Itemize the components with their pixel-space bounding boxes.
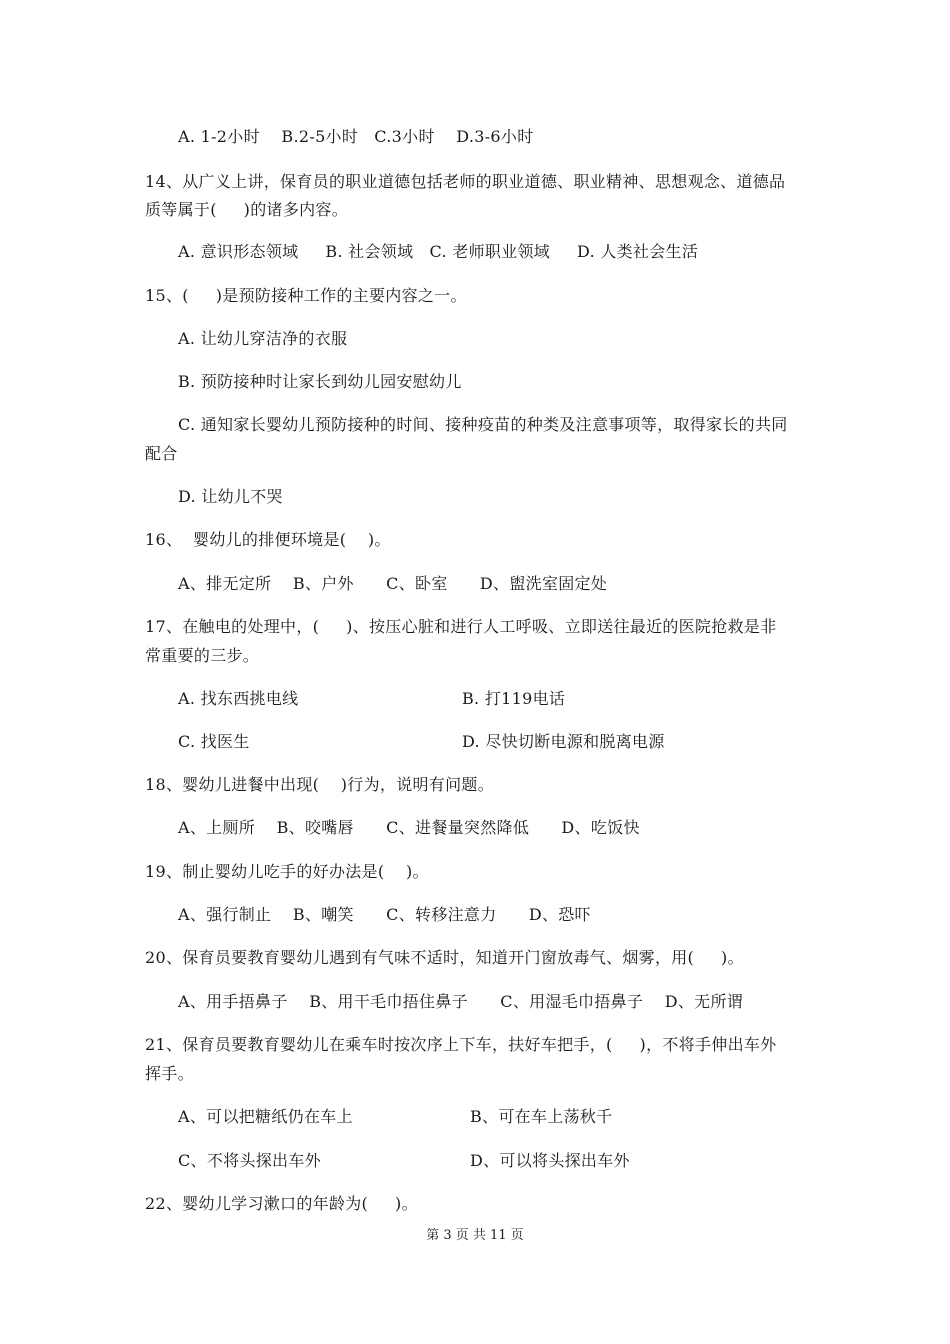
q17-option-c: C. 找医生 — [178, 732, 250, 751]
q21-option-c: C、不将头探出车外 — [178, 1151, 321, 1170]
q16-stem: 16、 婴幼儿的排便环境是( )。 — [145, 530, 391, 549]
q21-option-a: A、可以把糖纸仍在车上 — [178, 1107, 353, 1126]
q15-option-d: D. 让幼儿不哭 — [178, 487, 283, 506]
q14-options: A. 意识形态领域 B. 社会领域 C. 老师职业领域 D. 人类社会生活 — [178, 242, 699, 261]
q15-option-a: A. 让幼儿穿洁净的衣服 — [178, 329, 348, 348]
q15-option-c-line1: C. 通知家长婴幼儿预防接种的时间、接种疫苗的种类及注意事项等，取得家长的共同 — [178, 415, 788, 434]
q13-options: A. 1-2小时 B.2-5小时 C.3小时 D.3-6小时 — [178, 127, 534, 146]
q17-option-b: B. 打119电话 — [462, 689, 566, 708]
q17-option-a: A. 找东西挑电线 — [178, 689, 299, 708]
q21-stem-line1: 21、保育员要教育婴幼儿在乘车时按次序上下车，扶好车把手，( )，不将手伸出车外 — [145, 1035, 777, 1054]
q19-options: A、强行制止 B、嘲笑 C、转移注意力 D、恐吓 — [178, 905, 591, 924]
q21-option-b: B、可在车上荡秋千 — [470, 1107, 613, 1126]
q17-stem-line1: 17、在触电的处理中，( )、按压心脏和进行人工呼吸、立即送往最近的医院抢救是非 — [145, 617, 777, 636]
q15-option-b: B. 预防接种时让家长到幼儿园安慰幼儿 — [178, 372, 462, 391]
q18-stem: 18、婴幼儿进餐中出现( )行为，说明有问题。 — [145, 775, 494, 794]
page-number-footer: 第 3 页 共 11 页 — [426, 1228, 524, 1243]
q14-stem-line1: 14、从广义上讲，保育员的职业道德包括老师的职业道德、职业精神、思想观念、道德品 — [145, 172, 786, 191]
q21-stem-line2: 挥手。 — [145, 1064, 194, 1083]
q20-options: A、用手捂鼻子 B、用干毛巾捂住鼻子 C、用湿毛巾捂鼻子 D、无所谓 — [178, 992, 744, 1011]
q22-stem: 22、婴幼儿学习漱口的年龄为( )。 — [145, 1194, 418, 1213]
q21-option-d: D、可以将头探出车外 — [470, 1151, 630, 1170]
q16-options: A、排无定所 B、户外 C、卧室 D、盥洗室固定处 — [178, 574, 608, 593]
q17-stem-line2: 常重要的三步。 — [145, 646, 260, 665]
q18-options: A、上厕所 B、咬嘴唇 C、进餐量突然降低 D、吃饭快 — [178, 818, 640, 837]
q14-stem-line2: 质等属于( )的诸多内容。 — [145, 200, 349, 219]
q15-stem: 15、( )是预防接种工作的主要内容之一。 — [145, 286, 467, 305]
q15-option-c-line2: 配合 — [145, 444, 178, 463]
q20-stem: 20、保育员要教育婴幼儿遇到有气味不适时，知道开门窗放毒气、烟雾，用( )。 — [145, 948, 744, 967]
q19-stem: 19、制止婴幼儿吃手的好办法是( )。 — [145, 862, 429, 881]
q17-option-d: D. 尽快切断电源和脱离电源 — [462, 732, 665, 751]
